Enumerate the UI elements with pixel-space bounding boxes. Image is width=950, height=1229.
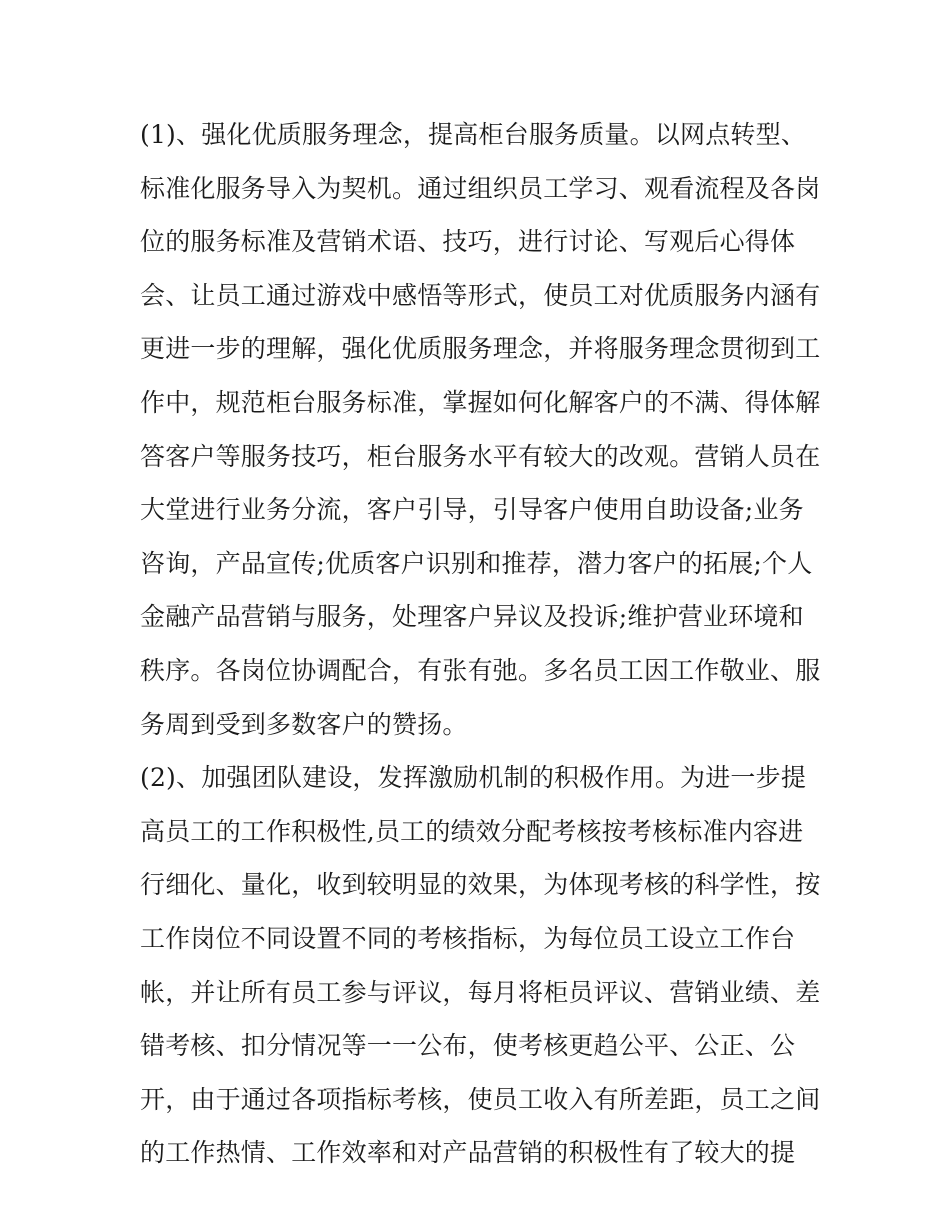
text-line: 位的服务标准及营销术语、技巧，进行讨论、写观后心得体 [140,227,796,257]
text-line: 咨询，产品宣传;优质客户识别和推荐，潜力客户的拓展;个人 [140,548,813,578]
text-line: 开，由于通过各项指标考核，使员工收入有所差距，员工之间 [140,1084,821,1114]
text-line: 行细化、量化，收到较明显的效果，为体现考核的科学性，按 [140,870,821,900]
text-line: 作中，规范柜台服务标准，掌握如何化解客户的不满、得体解 [140,387,821,417]
text-line: 更进一步的理解，强化优质服务理念，并将服务理念贯彻到工 [140,334,821,364]
text-line: 高员工的工作积极性,员工的绩效分配考核按考核标准内容进 [140,816,804,846]
text-line: 秩序。各岗位协调配合，有张有弛。多名员工因工作敬业、服 [140,655,821,685]
text-line: 帐，并让所有员工参与评议，每月将柜员评议、营销业绩、差 [140,977,821,1007]
text-line: 答客户等服务技巧，柜台服务水平有较大的改观。营销人员在 [140,441,821,471]
text-line: 金融产品营销与服务，处理客户异议及投诉;维护营业环境和 [140,602,804,632]
text-line: 标准化服务导入为契机。通过组织员工学习、观看流程及各岗 [140,173,821,203]
text-line: 大堂进行业务分流，客户引导，引导客户使用自助设备;业务 [140,495,804,525]
text-line: 务周到受到多数客户的赞扬。 [140,709,468,739]
text-line: 会、让员工通过游戏中感悟等形式，使员工对优质服务内涵有 [140,280,821,310]
text-line: 的工作热情、工作效率和对产品营销的积极性有了较大的提 [140,1138,796,1168]
text-line: 工作岗位不同设置不同的考核指标，为每位员工设立工作台 [140,923,796,953]
body-text [140,108,820,1180]
text-line: (1)、强化优质服务理念，提高柜台服务质量。以网点转型、 [140,120,807,149]
text-line: 错考核、扣分情况等一一公布，使考核更趋公平、公正、公 [140,1031,796,1061]
text-line: (2)、加强团队建设，发挥激励机制的积极作用。为进一步提 [140,763,807,793]
